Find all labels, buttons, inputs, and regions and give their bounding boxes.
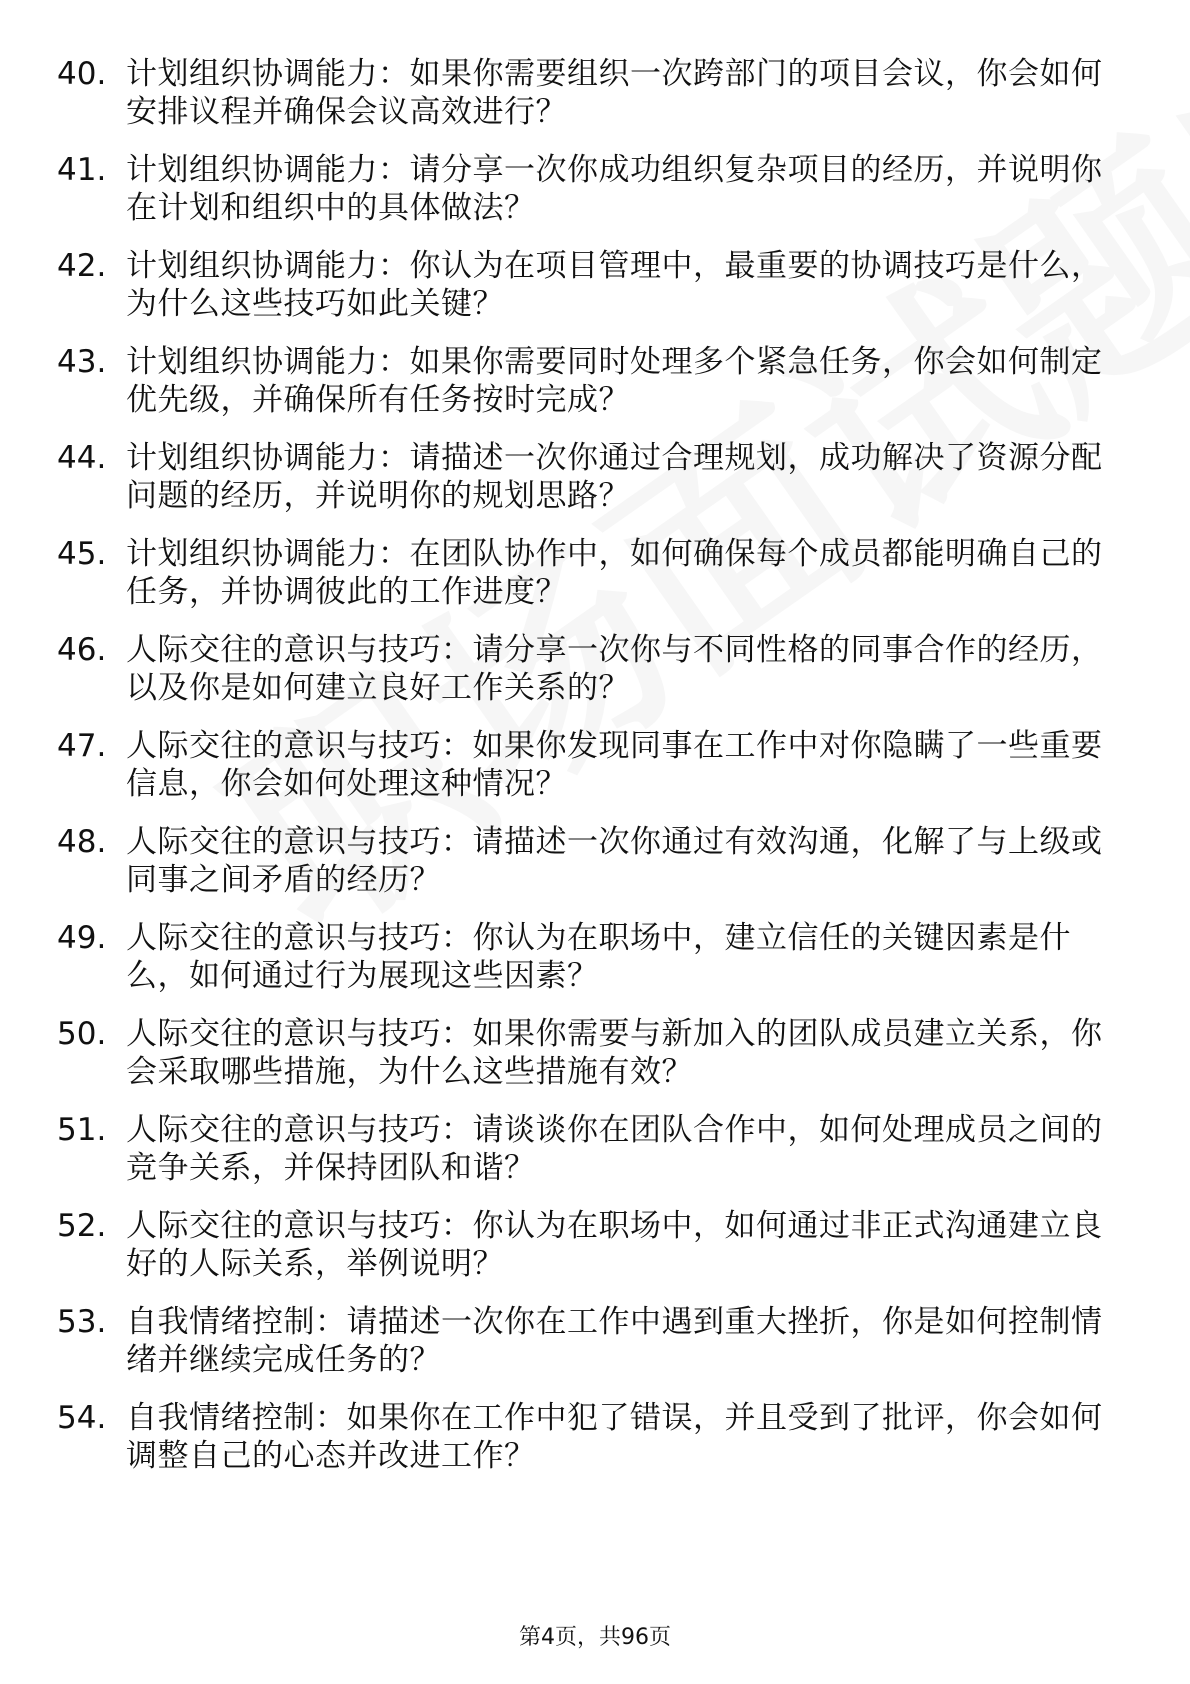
question-item	[0, 343, 1190, 433]
question-text: 人际交往的意识与技巧：如果你需要与新加入的团队成员建立关系，你会采取哪些措施，为什么这些措施有效？	[126, 1016, 1103, 1090]
question-text: 人际交往的意识与技巧：请谈谈你在团队合作中，如何处理成员之间的竞争关系，并保持团队和谐？	[126, 1112, 1103, 1186]
question-item	[0, 55, 1190, 145]
question-number: 50.	[57, 1016, 107, 1052]
question-item	[0, 727, 1190, 817]
question-text: 计划组织协调能力：在团队协作中，如何确保每个成员都能明确自己的任务，并协调彼此的工作进度？	[126, 536, 1103, 610]
question-text: 自我情绪控制：请描述一次你在工作中遇到重大挫折，你是如何控制情绪并继续完成任务的？	[126, 1304, 1103, 1378]
question-item	[0, 1207, 1190, 1297]
question-item	[0, 535, 1190, 625]
question-item	[0, 151, 1190, 241]
question-item	[0, 631, 1190, 721]
question-text: 人际交往的意识与技巧：如果你发现同事在工作中对你隐瞒了一些重要信息，你会如何处理这种情况？	[126, 728, 1103, 802]
question-text: 计划组织协调能力：如果你需要组织一次跨部门的项目会议，你会如何安排议程并确保会议高效进行？	[126, 56, 1103, 130]
question-number: 51.	[57, 1112, 107, 1148]
question-text: 人际交往的意识与技巧：你认为在职场中，如何通过非正式沟通建立良好的人际关系，举例说明？	[126, 1208, 1103, 1282]
question-item	[0, 439, 1190, 529]
question-number: 46.	[57, 632, 107, 668]
question-text: 人际交往的意识与技巧：请分享一次你与不同性格的同事合作的经历，以及你是如何建立良好工作关系的？	[126, 632, 1103, 706]
question-text: 人际交往的意识与技巧：你认为在职场中，建立信任的关键因素是什么，如何通过行为展现这些因素？	[126, 920, 1071, 994]
question-item	[0, 1015, 1190, 1105]
question-number: 44.	[57, 440, 107, 476]
question-number: 54.	[57, 1400, 107, 1436]
question-number: 45.	[57, 536, 107, 572]
page-number-footer: 第4页，共96页	[519, 1625, 671, 1650]
question-text: 人际交往的意识与技巧：请描述一次你通过有效沟通，化解了与上级或同事之间矛盾的经历？	[126, 824, 1103, 898]
question-number: 52.	[57, 1208, 107, 1244]
question-number: 41.	[57, 152, 107, 188]
question-text: 自我情绪控制：如果你在工作中犯了错误，并且受到了批评，你会如何调整自己的心态并改进工作？	[126, 1400, 1103, 1474]
question-item	[0, 247, 1190, 337]
question-item	[0, 823, 1190, 913]
question-item	[0, 1399, 1190, 1489]
question-text: 计划组织协调能力：你认为在项目管理中，最重要的协调技巧是什么，为什么这些技巧如此关键？	[126, 248, 1103, 322]
question-text: 计划组织协调能力：请描述一次你通过合理规划，成功解决了资源分配问题的经历，并说明你的规划思路？	[126, 440, 1103, 514]
question-number: 47.	[57, 728, 107, 764]
question-number: 40.	[57, 56, 107, 92]
question-number: 42.	[57, 248, 107, 284]
question-number: 48.	[57, 824, 107, 860]
question-item	[0, 1111, 1190, 1201]
question-item	[0, 919, 1190, 1009]
question-number: 53.	[57, 1304, 107, 1340]
question-text: 计划组织协调能力：如果你需要同时处理多个紧急任务，你会如何制定优先级，并确保所有任务按时完成？	[126, 344, 1103, 418]
question-number: 49.	[57, 920, 107, 956]
question-item	[0, 1303, 1190, 1393]
question-number: 43.	[57, 344, 107, 380]
question-text: 计划组织协调能力：请分享一次你成功组织复杂项目的经历，并说明你在计划和组织中的具体做法？	[126, 152, 1103, 226]
